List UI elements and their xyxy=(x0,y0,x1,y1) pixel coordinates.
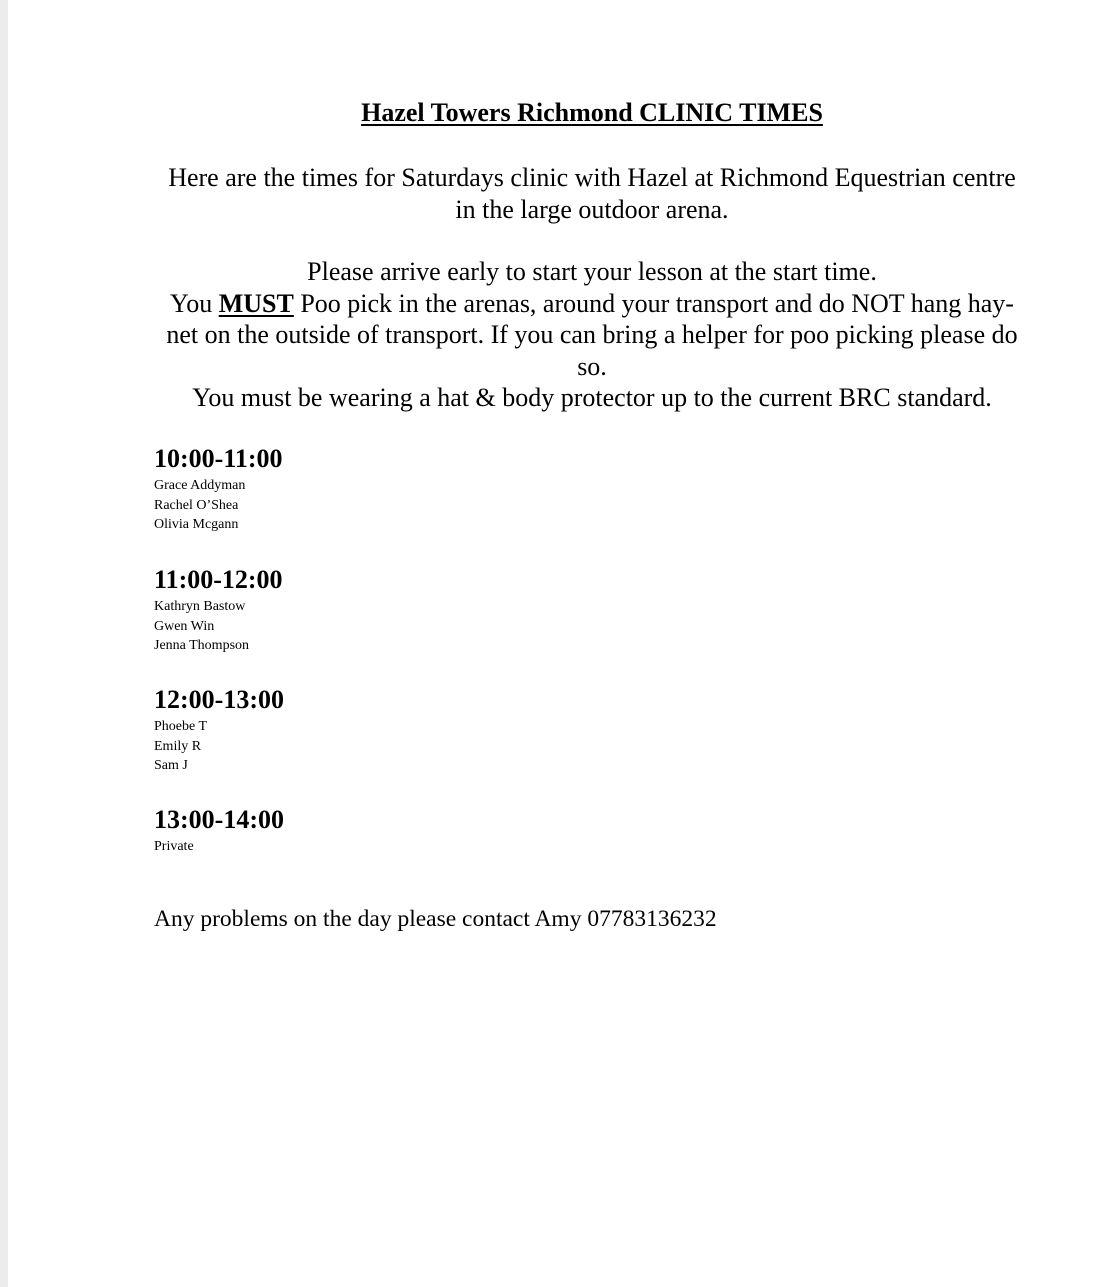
rider-name: Private xyxy=(154,839,194,854)
time-slot xyxy=(154,444,283,535)
poo-rule-text: Poo pick in the arenas, around your transport and do NOT hang hay-net on the outside of transport. If you can bring a helper for poo picking please do so. xyxy=(166,288,1018,381)
time-slot xyxy=(154,565,283,656)
rider-name: Olivia Mcgann xyxy=(154,517,239,532)
time-slot xyxy=(154,685,284,776)
slot-time: 11:00-12:00 xyxy=(154,565,283,594)
time-slot xyxy=(154,805,284,857)
rider-name: Grace Addyman xyxy=(154,478,246,493)
arrive-rule: Please arrive early to start your lesson at the start time. xyxy=(307,257,877,286)
intro-paragraph: Here are the times for Saturdays clinic with Hazel at Richmond Equestrian centre in the large outdoor arena. xyxy=(168,163,1016,224)
contact-line: Any problems on the day please contact Amy 07783136232 xyxy=(154,906,717,932)
document-title: Hazel Towers Richmond CLINIC TIMES xyxy=(361,98,823,127)
you-text: You xyxy=(170,288,213,318)
poo-rule xyxy=(158,288,1026,383)
rider-name: Jenna Thompson xyxy=(154,638,250,653)
slot-time: 12:00-13:00 xyxy=(154,685,284,714)
rider-name: Kathryn Bastow xyxy=(154,599,246,614)
hat-rule: You must be wearing a hat & body protector up to the current BRC standard. xyxy=(192,383,992,412)
rider-name: Phoebe T xyxy=(154,719,208,734)
document-page xyxy=(8,0,1117,1287)
rider-name: Rachel O’Shea xyxy=(154,497,239,513)
rider-name: Emily R xyxy=(154,738,202,754)
slot-time: 10:00-11:00 xyxy=(154,444,283,473)
slot-time: 13:00-14:00 xyxy=(154,805,284,834)
rider-name: Sam J xyxy=(154,758,188,773)
must-emphasis: MUST xyxy=(218,288,294,318)
rider-name: Gwen Win xyxy=(154,618,215,634)
rules-paragraph xyxy=(158,256,1026,414)
